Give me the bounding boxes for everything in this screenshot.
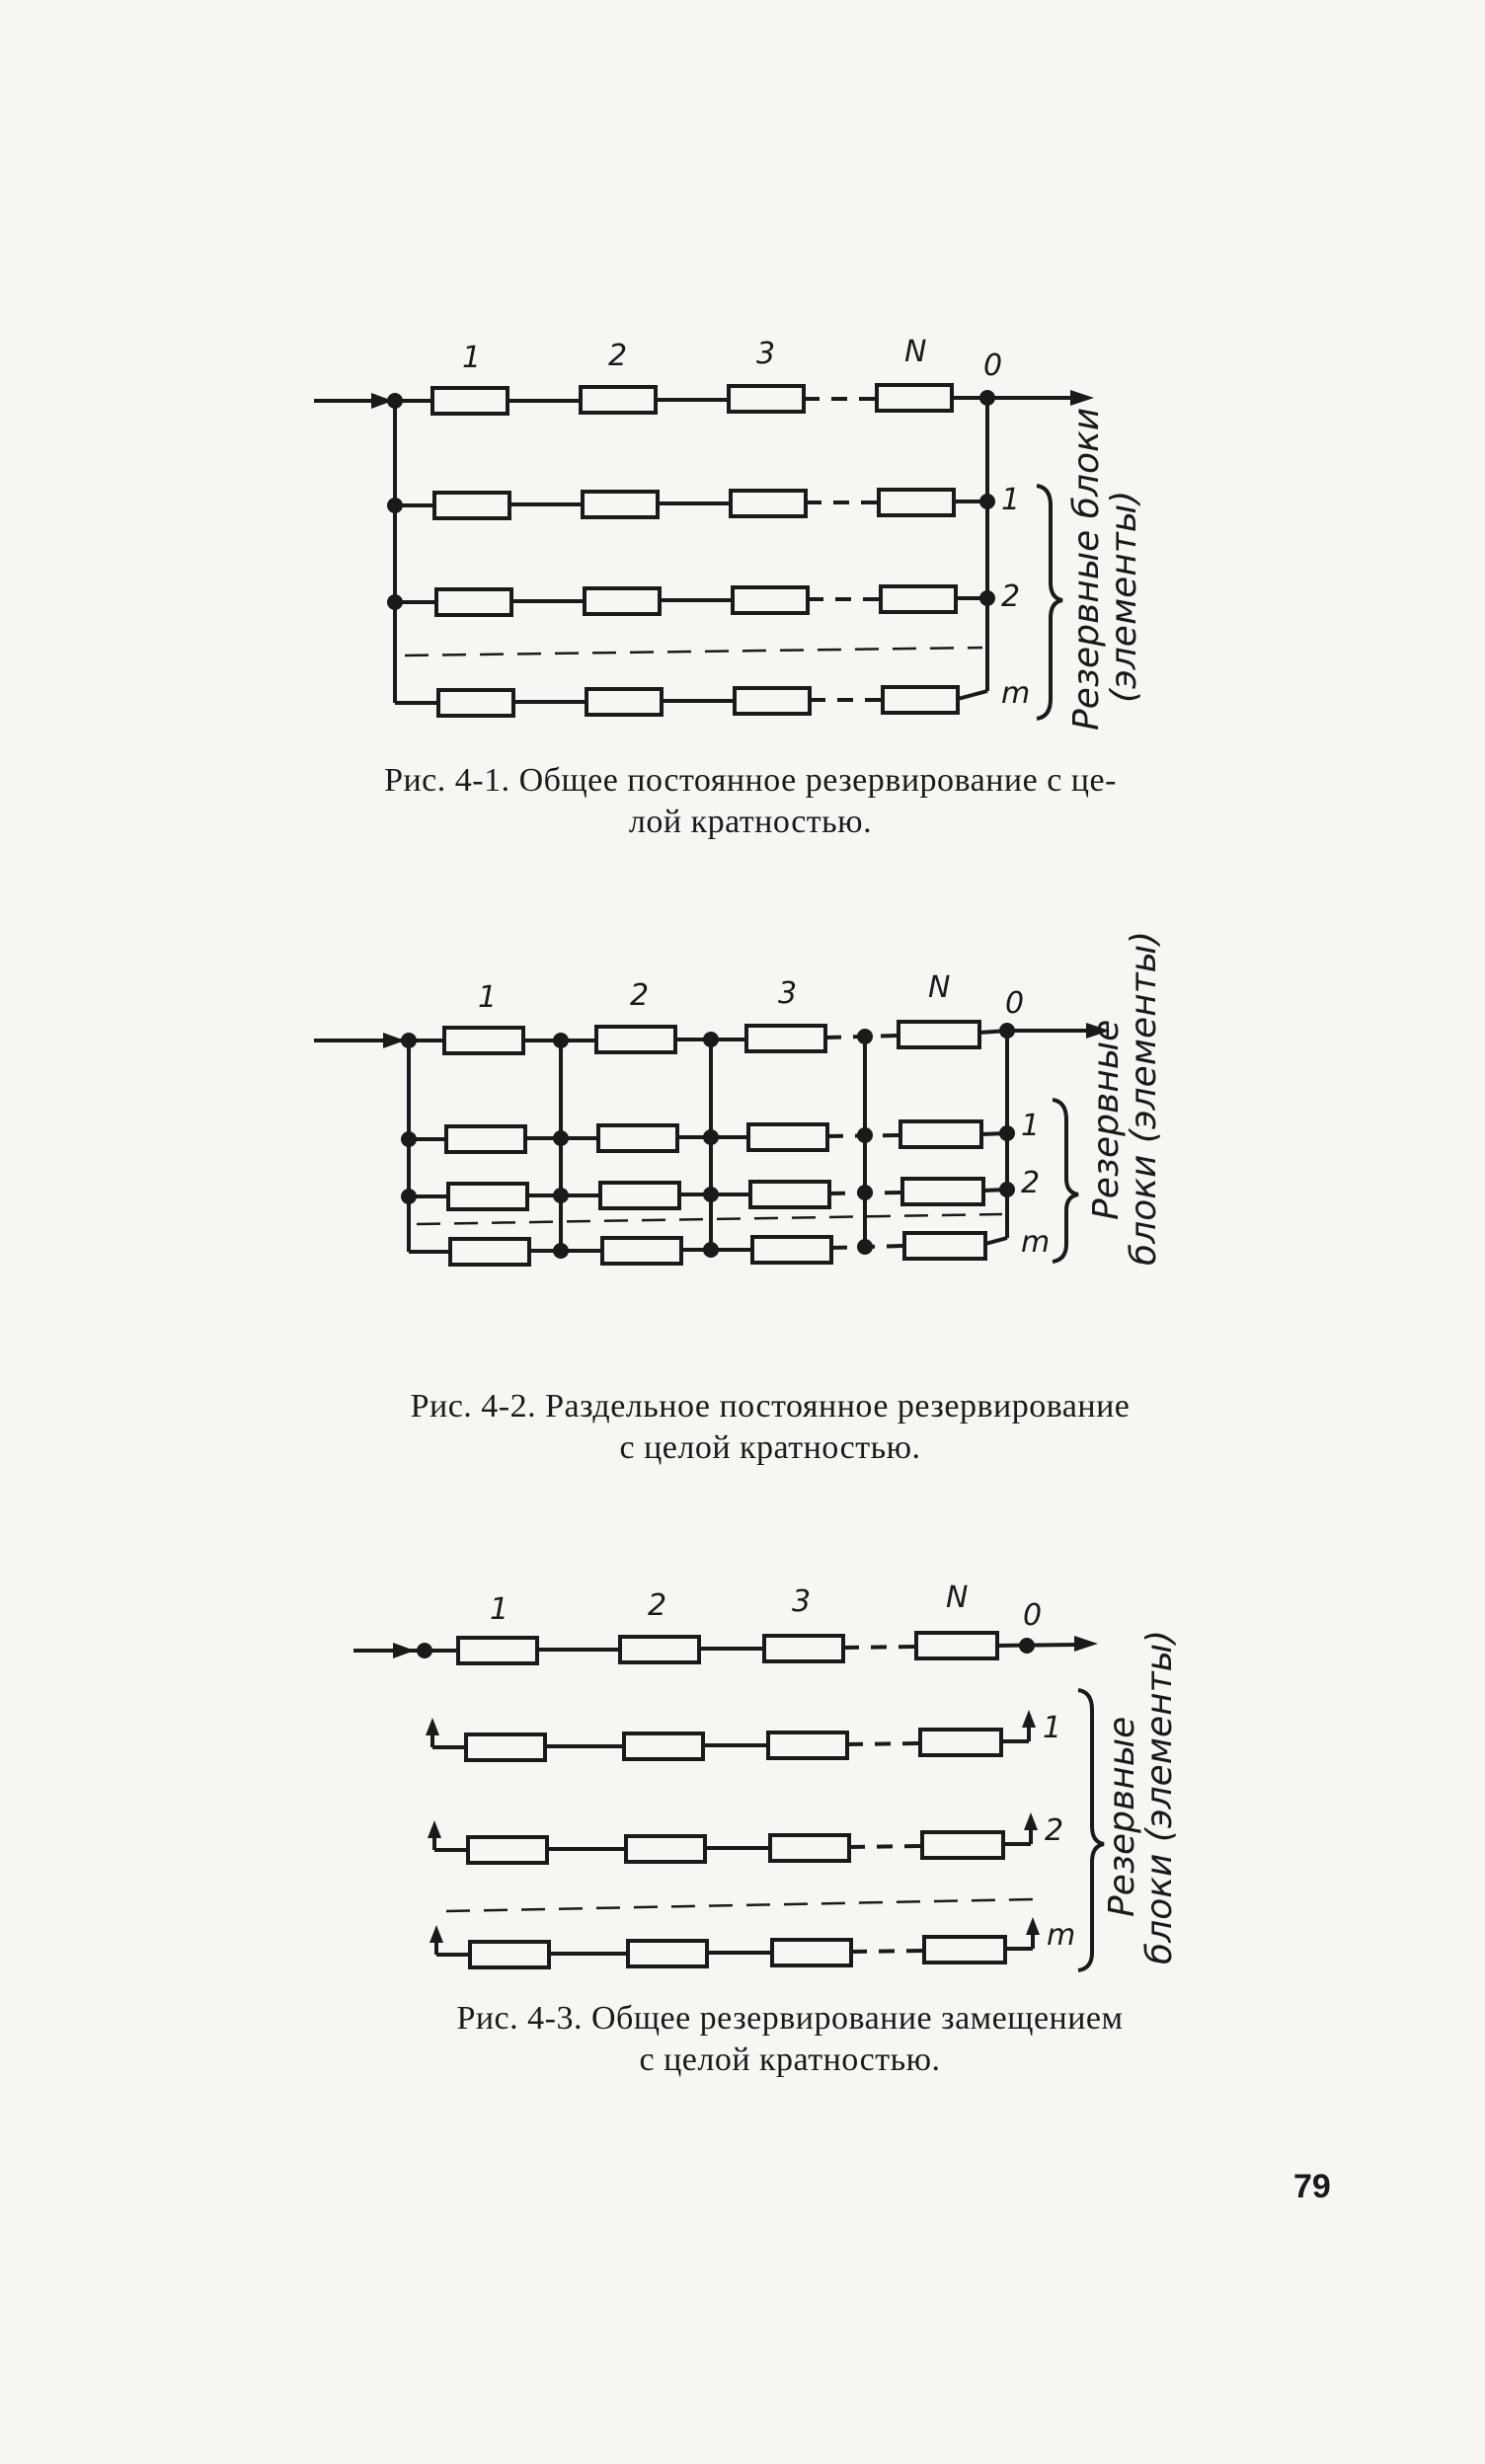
- column-label-3: 3: [778, 976, 798, 1011]
- element-rowm-2: [628, 1941, 707, 1966]
- column-label-N: N: [946, 1580, 969, 1615]
- caption-line2: с целой кратностью.: [619, 1429, 921, 1466]
- caption-line2: с целой кратностью.: [639, 2041, 941, 2078]
- column-label-1: 1: [462, 341, 482, 375]
- column-label-3: 3: [792, 1584, 812, 1619]
- caption-line1: Рис. 4-3. Общее резервирование замещением: [456, 2000, 1124, 2037]
- row-label-1: 1: [1001, 483, 1021, 517]
- element-row1-N: [920, 1730, 1001, 1755]
- reserve-brace: [1078, 1690, 1104, 1970]
- row-label-1: 1: [1021, 1109, 1041, 1143]
- column-label-2: 2: [630, 978, 650, 1013]
- row-label-2: 2: [1001, 579, 1021, 614]
- element-row2-1: [468, 1837, 547, 1863]
- column-label-3: 3: [756, 337, 776, 371]
- column-label-N: N: [904, 335, 927, 369]
- column-label-1: 1: [490, 1592, 509, 1627]
- caption-line1: Рис. 4-2. Раздельное постоянное резервирование: [410, 1388, 1131, 1424]
- output-label: 0: [983, 348, 1003, 383]
- caption-line1: Рис. 4-1. Общее постоянное резервирование с це-: [384, 762, 1117, 799]
- element-rowm-N: [924, 1937, 1005, 1963]
- side-label-line2: (элементы): [1104, 490, 1144, 703]
- side-label-line1: Резервные блоки: [1066, 407, 1107, 731]
- row-label-1: 1: [1043, 1711, 1062, 1745]
- output-label: 0: [1005, 986, 1025, 1021]
- element-main-N: [916, 1633, 997, 1658]
- element-main-3: [764, 1636, 843, 1661]
- element-main-1: [458, 1638, 537, 1663]
- row-label-m: m: [1047, 1918, 1076, 1953]
- caption-line2: лой кратностью.: [628, 804, 873, 840]
- element-row2-2: [626, 1836, 705, 1862]
- column-label-1: 1: [478, 980, 498, 1015]
- element-row2-N: [922, 1832, 1003, 1858]
- element-row2-3: [770, 1835, 849, 1861]
- row-label-m: m: [1021, 1225, 1051, 1260]
- figure-4-3-caption: [336, 1998, 1244, 2081]
- side-label-line2: блоки (элементы): [1124, 930, 1164, 1266]
- element-row1-3: [768, 1732, 847, 1758]
- element-row1-1: [466, 1734, 545, 1760]
- row-label-m: m: [1001, 676, 1031, 711]
- element-main-2: [620, 1637, 699, 1662]
- side-label-line1: Резервные: [1086, 1019, 1127, 1220]
- column-label-2: 2: [608, 339, 628, 373]
- element-rowm-1: [470, 1942, 549, 1967]
- page-number: 79: [1293, 2168, 1331, 2205]
- element-row1-2: [624, 1733, 703, 1759]
- column-label-N: N: [928, 970, 951, 1005]
- side-label-line2: блоки (элементы): [1139, 1629, 1180, 1964]
- row-label-2: 2: [1021, 1166, 1041, 1200]
- output-label: 0: [1023, 1598, 1043, 1633]
- side-label-line1: Резервные: [1102, 1716, 1142, 1917]
- row-label-2: 2: [1045, 1813, 1064, 1848]
- element-rowm-3: [772, 1940, 851, 1965]
- column-label-2: 2: [648, 1588, 667, 1623]
